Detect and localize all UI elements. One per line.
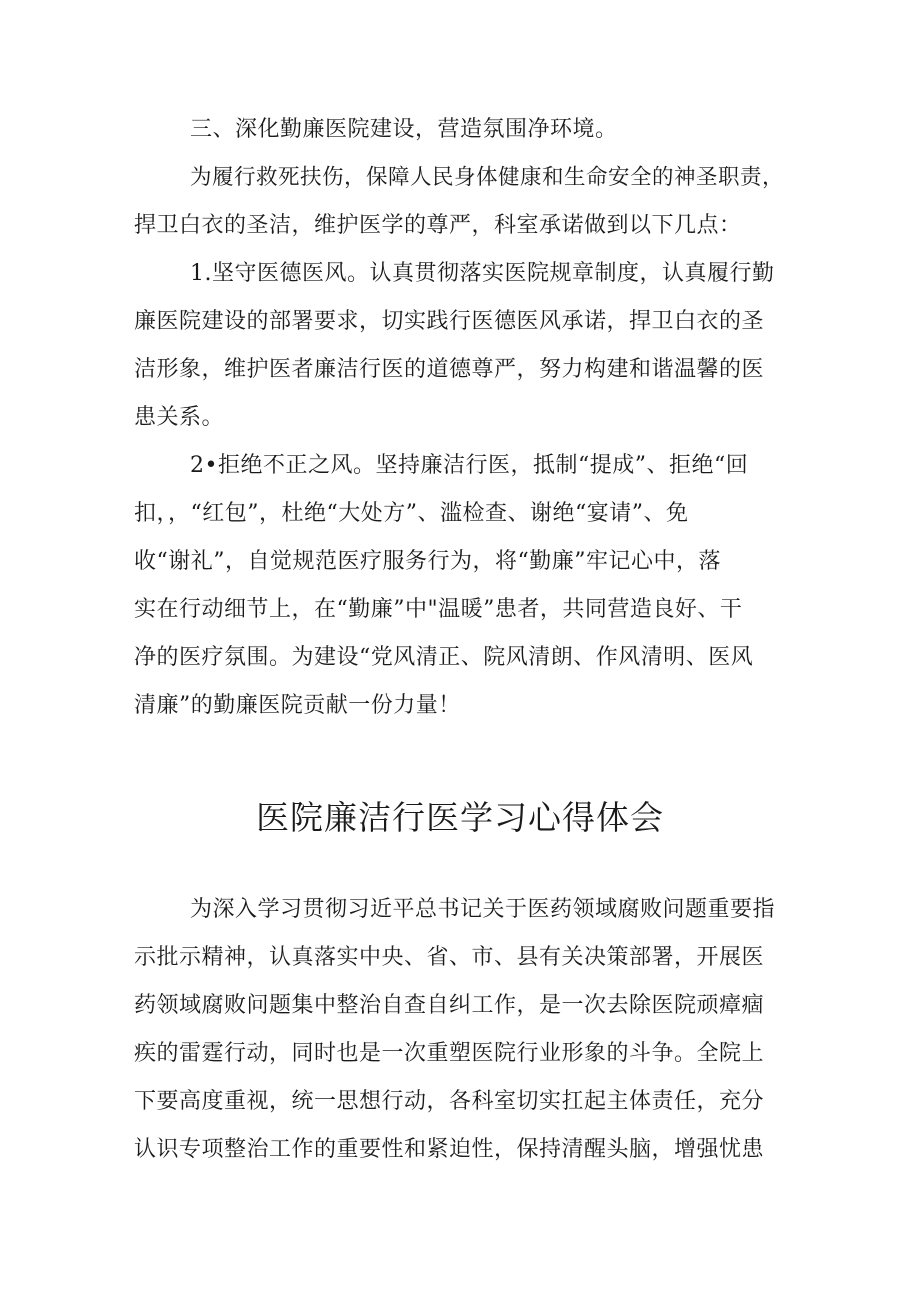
paragraph-line: 收“谢礼”，自觉规范医疗服务行为，将“勤廉”牢记心中，落	[134, 549, 721, 574]
paragraph-line: 2•拒绝不正之风。坚持廉洁行医，抵制“提成”、拒绝“回	[190, 453, 749, 478]
paragraph-line: 为履行救死扶伤，保障人民身体健康和生命安全的神圣职责，	[190, 165, 785, 190]
article-title: 医院廉洁行医学习心得体会	[256, 798, 664, 837]
paragraph-line: 患关系。	[134, 405, 225, 430]
paragraph-line: 疾的雷霆行动，同时也是一次重塑医院行业形象的斗争。全院上	[134, 1041, 765, 1066]
paragraph-line: 捍卫白衣的圣洁，维护医学的尊严，科室承诺做到以下几点：	[134, 213, 742, 238]
paragraph-line: 廉医院建设的部署要求，切实践行医德医风承诺，捍卫白衣的圣	[134, 309, 765, 334]
paragraph-line: 下要高度重视，统一思想行动，各科室切实扛起主体责任，充分	[134, 1089, 765, 1114]
section-heading: 三、深化勤廉医院建设，营造氛围净环境。	[190, 117, 618, 142]
paragraph-line: 为深入学习贯彻习近平总书记关于医药领域腐败问题重要指	[190, 897, 776, 922]
paragraph-line: 净的医疗氛围。为建设“党风清正、院风清朗、作风清明、医风	[134, 645, 754, 670]
paragraph-line: 清廉”的勤廉医院贡献一份力量！	[134, 693, 461, 718]
paragraph-line: 认识专项整治工作的重要性和紧迫性，保持清醒头脑，增强忧患	[134, 1137, 765, 1162]
paragraph-line: 1.坚守医德医风。认真贯彻落实医院规章制度，认真履行勤	[190, 261, 775, 286]
paragraph-line: 洁形象，维护医者廉洁行医的道德尊严，努力构建和谐温馨的医	[134, 357, 765, 382]
paragraph-line: 实在行动细节上，在“勤廉”中"温暖”患者，共同营造良好、干	[134, 597, 743, 622]
paragraph-line: 扣，，“红包”，杜绝“大处方”、滥检查、谢绝“宴请”、免	[134, 501, 689, 526]
paragraph-line: 示批示精神，认真落实中央、省、市、县有关决策部署，开展医	[134, 945, 765, 970]
paragraph-line: 药领域腐败问题集中整治自查自纠工作，是一次去除医院顽瘴痼	[134, 993, 765, 1018]
